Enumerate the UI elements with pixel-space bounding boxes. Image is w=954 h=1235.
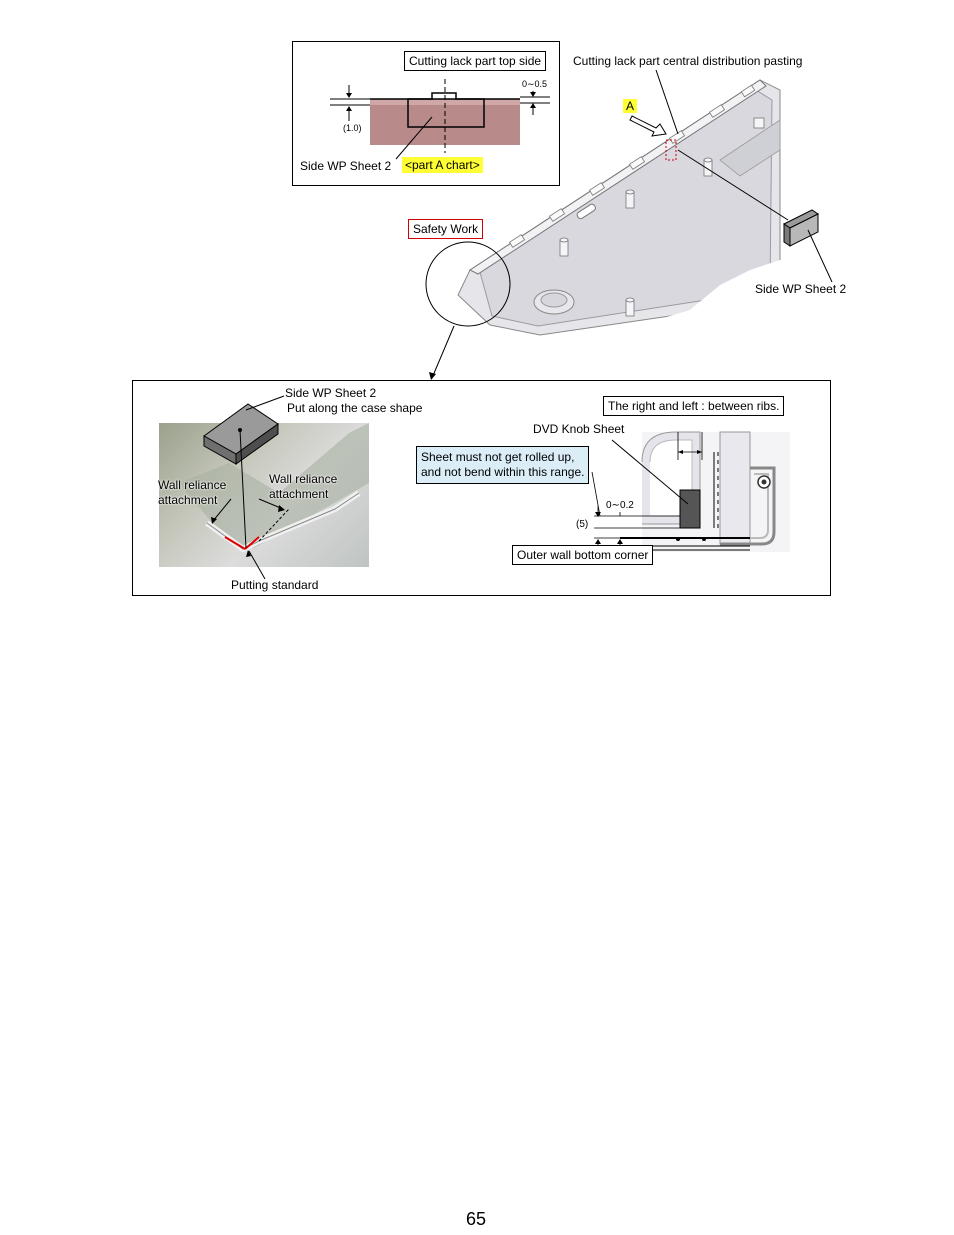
- part-a-chart-label: <part A chart>: [402, 157, 483, 173]
- ribs-label: The right and left : between ribs.: [603, 396, 784, 416]
- wall-left-line2: attachment: [158, 493, 218, 507]
- thickness-dimension: (1.0): [343, 123, 362, 133]
- central-distribution-label: Cutting lack part central distribution pasting: [573, 54, 803, 68]
- dvd-knob-label: DVD Knob Sheet: [533, 422, 625, 436]
- dim-side: (5): [576, 519, 589, 530]
- bottom-sheet-label: Side WP Sheet 2: [285, 386, 377, 400]
- case-isometric-drawing: [420, 60, 800, 350]
- put-along-label: Put along the case shape: [287, 401, 423, 415]
- warning-line2: and not bend within this range.: [421, 465, 585, 479]
- outer-wall-label: Outer wall bottom corner: [512, 545, 653, 565]
- warning-line1: Sheet must not get rolled up,: [421, 450, 575, 464]
- inset-sheet-label: Side WP Sheet 2: [300, 159, 392, 173]
- marker-a: A: [623, 99, 637, 113]
- putting-standard-label: Putting standard: [231, 578, 319, 592]
- safety-work-label: Safety Work: [408, 219, 483, 239]
- top-side-label: Cutting lack part top side: [404, 51, 546, 71]
- wall-right-line1: Wall reliance: [269, 472, 338, 486]
- dim-top: 0∼0.2: [606, 500, 634, 511]
- page-number: 65: [466, 1209, 487, 1229]
- gap-dimension: 0∼0.5: [522, 79, 548, 89]
- dvd-knob-detail: [590, 432, 790, 557]
- warning-box: [416, 446, 589, 484]
- main-sheet-label: Side WP Sheet 2: [755, 282, 847, 296]
- wall-left-line1: Wall reliance: [158, 478, 227, 492]
- wall-right-line2: attachment: [269, 487, 329, 501]
